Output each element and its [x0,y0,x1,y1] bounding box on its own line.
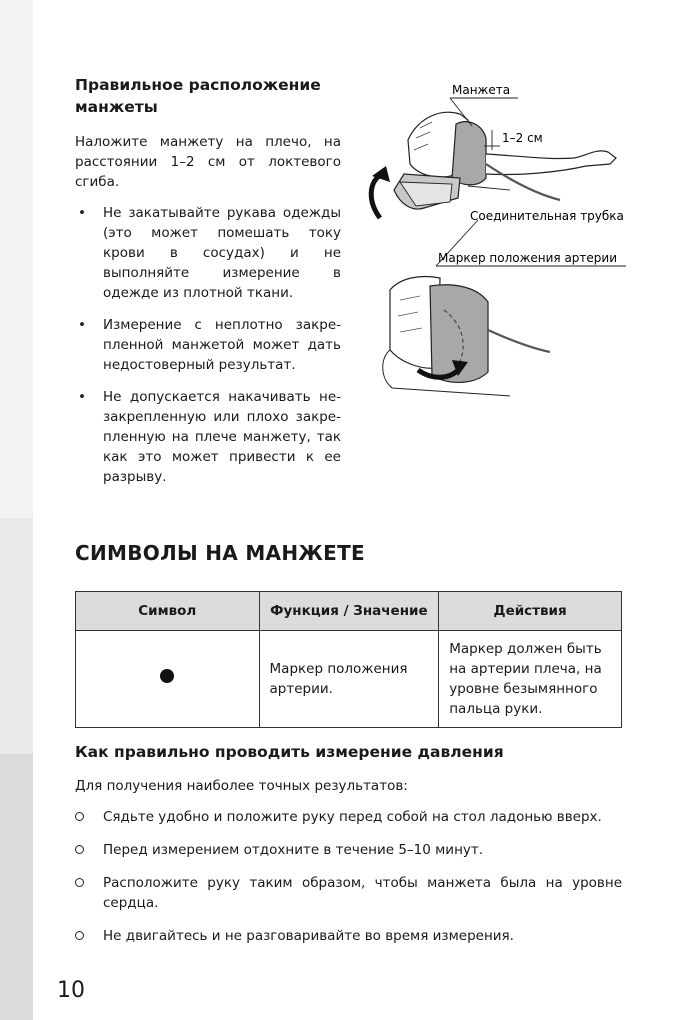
artery-marker-icon [160,669,174,683]
list-item: Сядьте удобно и положите руку перед собой на стол ладонью вверх. [75,807,622,827]
label-tube: Соединительная трубка [470,209,624,223]
function-cell: Маркер положения артерии. [259,631,439,728]
measure-heading: Как правильно проводить измерение давления [75,743,504,761]
circle-bullet-icon [75,845,84,854]
action-cell: Маркер должен быть на артерии плеча, на уровне безымянного пальца руки. [439,631,622,728]
symbols-table [75,591,622,728]
label-marker: Маркер положения артерии [438,251,618,265]
column-header: Символ [76,592,260,631]
column-header: Действия [439,592,622,631]
list-item: • Не закатывайте рукава одежды (это может помешать току крови в сосудах) и не выполняйте измерение в одежде из плотной ткани. [75,203,341,303]
label-distance: 1–2 см [502,131,543,145]
cuff-illustration [360,78,630,408]
margin-band-middle [0,518,33,754]
circle-bullet-icon [75,812,84,821]
warning-list [75,203,341,499]
list-item: • Не допускается накачивать незакрепленную или плохо закрепленную на плече манжету, так как это может привести к ее разрыву. [75,387,341,487]
symbols-heading: СИМВОЛЫ НА МАНЖЕТЕ [75,541,366,565]
label-cuff: Манжета [452,83,511,97]
measure-lead: Для получения наиболее точных результатов: [75,778,408,794]
measure-list [75,807,622,946]
list-item: Расположите руку таким образом, чтобы манжета была на уровне сердца. [75,873,622,913]
list-item: Перед измерением отдохните в течение 5–10 минут. [75,840,622,860]
table-row [76,631,622,728]
symbol-cell [76,631,260,728]
circle-bullet-icon [75,931,84,940]
table-header-row [76,592,622,631]
list-item: Не двигайтесь и не разговаривайте во время измерения. [75,926,622,946]
page-number: 10 [57,978,85,1003]
intro-text: Наложите манжету на плечо, на расстоянии 1–2 см от локтевого сгиба. [75,134,341,190]
column-header: Функция / Значение [259,592,439,631]
circle-bullet-icon [75,878,84,887]
margin-band-top [0,0,33,518]
list-item: • Измерение с неплотно закрепленной манжетой может дать недостоверный результат. [75,315,341,375]
section-heading: Правильное расположение манжеты [75,76,321,116]
margin-band-bottom [0,754,33,1020]
